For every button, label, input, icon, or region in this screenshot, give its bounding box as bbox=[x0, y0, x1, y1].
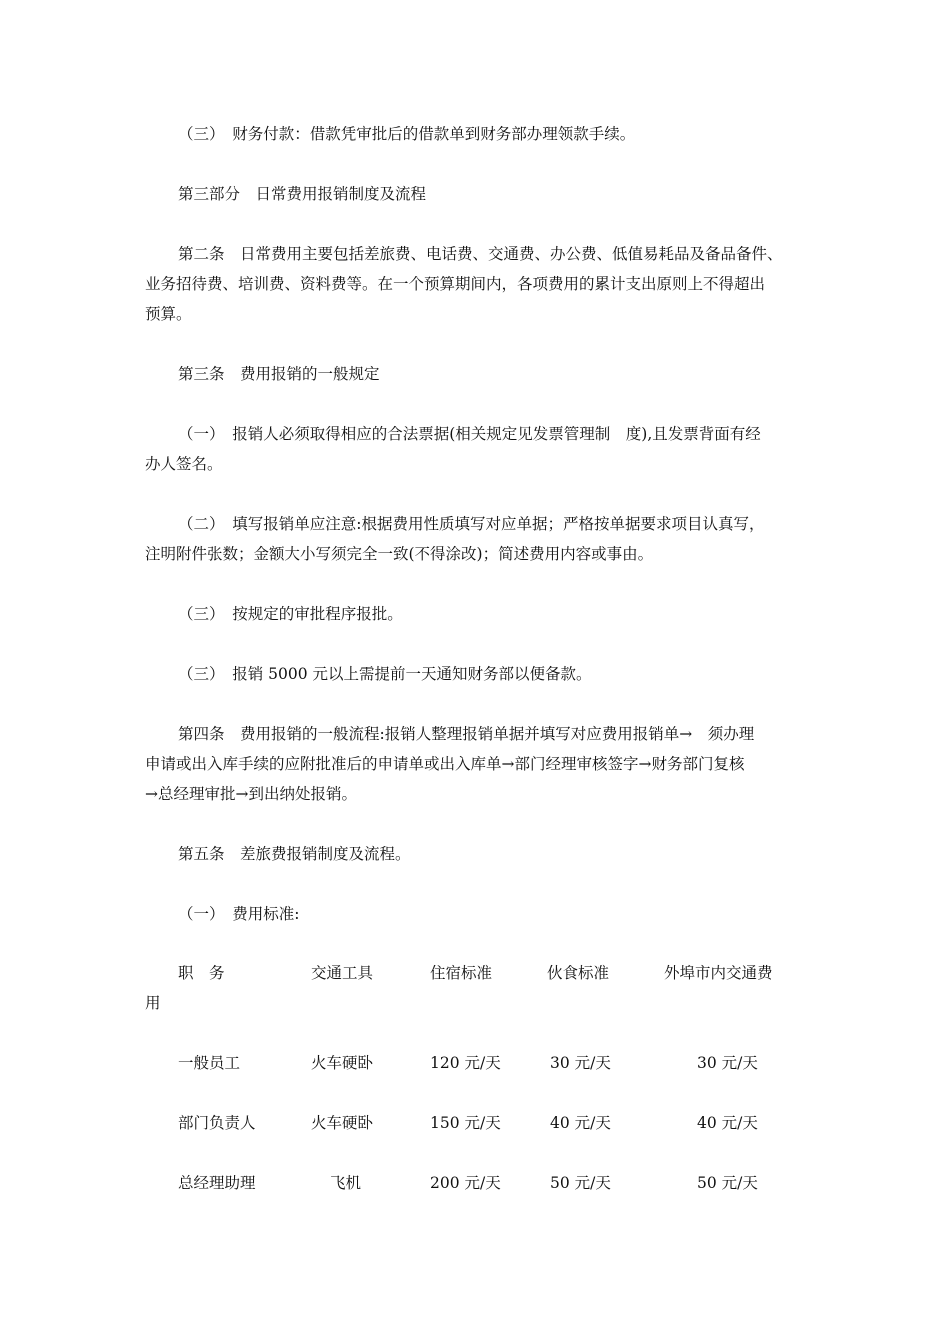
table-cell: 150 元/天 bbox=[430, 1114, 501, 1132]
text-line: 业务招待费、培训费、资料费等。在一个预算期间内，各项费用的累计支出原则上不得超出 bbox=[145, 275, 766, 293]
paragraph-article-four bbox=[145, 719, 810, 809]
table-header-lodging: 住宿标准 bbox=[430, 964, 493, 982]
table-header-position: 职 务 bbox=[178, 964, 225, 982]
text-line: （一） 报销人必须取得相应的合法票据(相关规定见发票管理制 度),且发票背面有经 bbox=[178, 425, 761, 443]
paragraph-rule-one bbox=[145, 419, 810, 479]
table-cell: 飞机 bbox=[330, 1174, 362, 1192]
table-header-wrap: 用 bbox=[145, 994, 161, 1012]
table-cell: 50 元/天 bbox=[550, 1174, 611, 1192]
table-cell: 火车硬卧 bbox=[311, 1054, 374, 1072]
paragraph-rule-two bbox=[145, 509, 810, 569]
paragraph-rule-three: （三） 按规定的审批程序报批。 bbox=[178, 605, 403, 623]
table-cell: 120 元/天 bbox=[430, 1054, 501, 1072]
paragraph-article-three: 第三条 费用报销的一般规定 bbox=[178, 365, 380, 383]
table-cell: 50 元/天 bbox=[697, 1174, 758, 1192]
table-cell: 部门负责人 bbox=[178, 1114, 256, 1132]
paragraph-article-two bbox=[145, 239, 810, 329]
table-cell: 200 元/天 bbox=[430, 1174, 501, 1192]
table-cell: 40 元/天 bbox=[550, 1114, 611, 1132]
table-cell: 30 元/天 bbox=[550, 1054, 611, 1072]
table-header-meals: 伙食标准 bbox=[547, 964, 610, 982]
paragraph-finance-payment: （三） 财务付款：借款凭审批后的借款单到财务部办理领款手续。 bbox=[178, 125, 636, 143]
text-line: 预算。 bbox=[145, 305, 192, 323]
text-line: 注明附件张数；金额大小写须完全一致(不得涂改)；简述费用内容或事由。 bbox=[145, 545, 654, 563]
table-cell: 30 元/天 bbox=[697, 1054, 758, 1072]
text-line: 申请或出入库手续的应附批准后的申请单或出入库单→部门经理审核签字→财务部门复核 bbox=[145, 755, 745, 773]
text-line: 办人签名。 bbox=[145, 455, 223, 473]
section-heading-part-three: 第三部分 日常费用报销制度及流程 bbox=[178, 185, 427, 203]
table-cell: 总经理助理 bbox=[178, 1174, 256, 1192]
paragraph-rule-four: （三） 报销 5000 元以上需提前一天通知财务部以便备款。 bbox=[178, 665, 592, 683]
paragraph-article-five: 第五条 差旅费报销制度及流程。 bbox=[178, 845, 411, 863]
text-line: 第四条 费用报销的一般流程:报销人整理报销单据并填写对应费用报销单→ 须办理 bbox=[178, 725, 755, 743]
table-header-local-transport: 外埠市内交通费 bbox=[664, 964, 773, 982]
table-cell: 火车硬卧 bbox=[311, 1114, 374, 1132]
table-cell: 一般员工 bbox=[178, 1054, 241, 1072]
table-header-transport: 交通工具 bbox=[311, 964, 374, 982]
text-line: →总经理审批→到出纳处报销。 bbox=[145, 785, 357, 803]
paragraph-expense-standard: （一） 费用标准: bbox=[178, 905, 300, 923]
text-line: （二） 填写报销单应注意:根据费用性质填写对应单据；严格按单据要求项目认真写， bbox=[178, 515, 765, 533]
table-cell: 40 元/天 bbox=[697, 1114, 758, 1132]
text-line: 第二条 日常费用主要包括差旅费、电话费、交通费、办公费、低值易耗品及备品备件、 bbox=[178, 245, 783, 263]
